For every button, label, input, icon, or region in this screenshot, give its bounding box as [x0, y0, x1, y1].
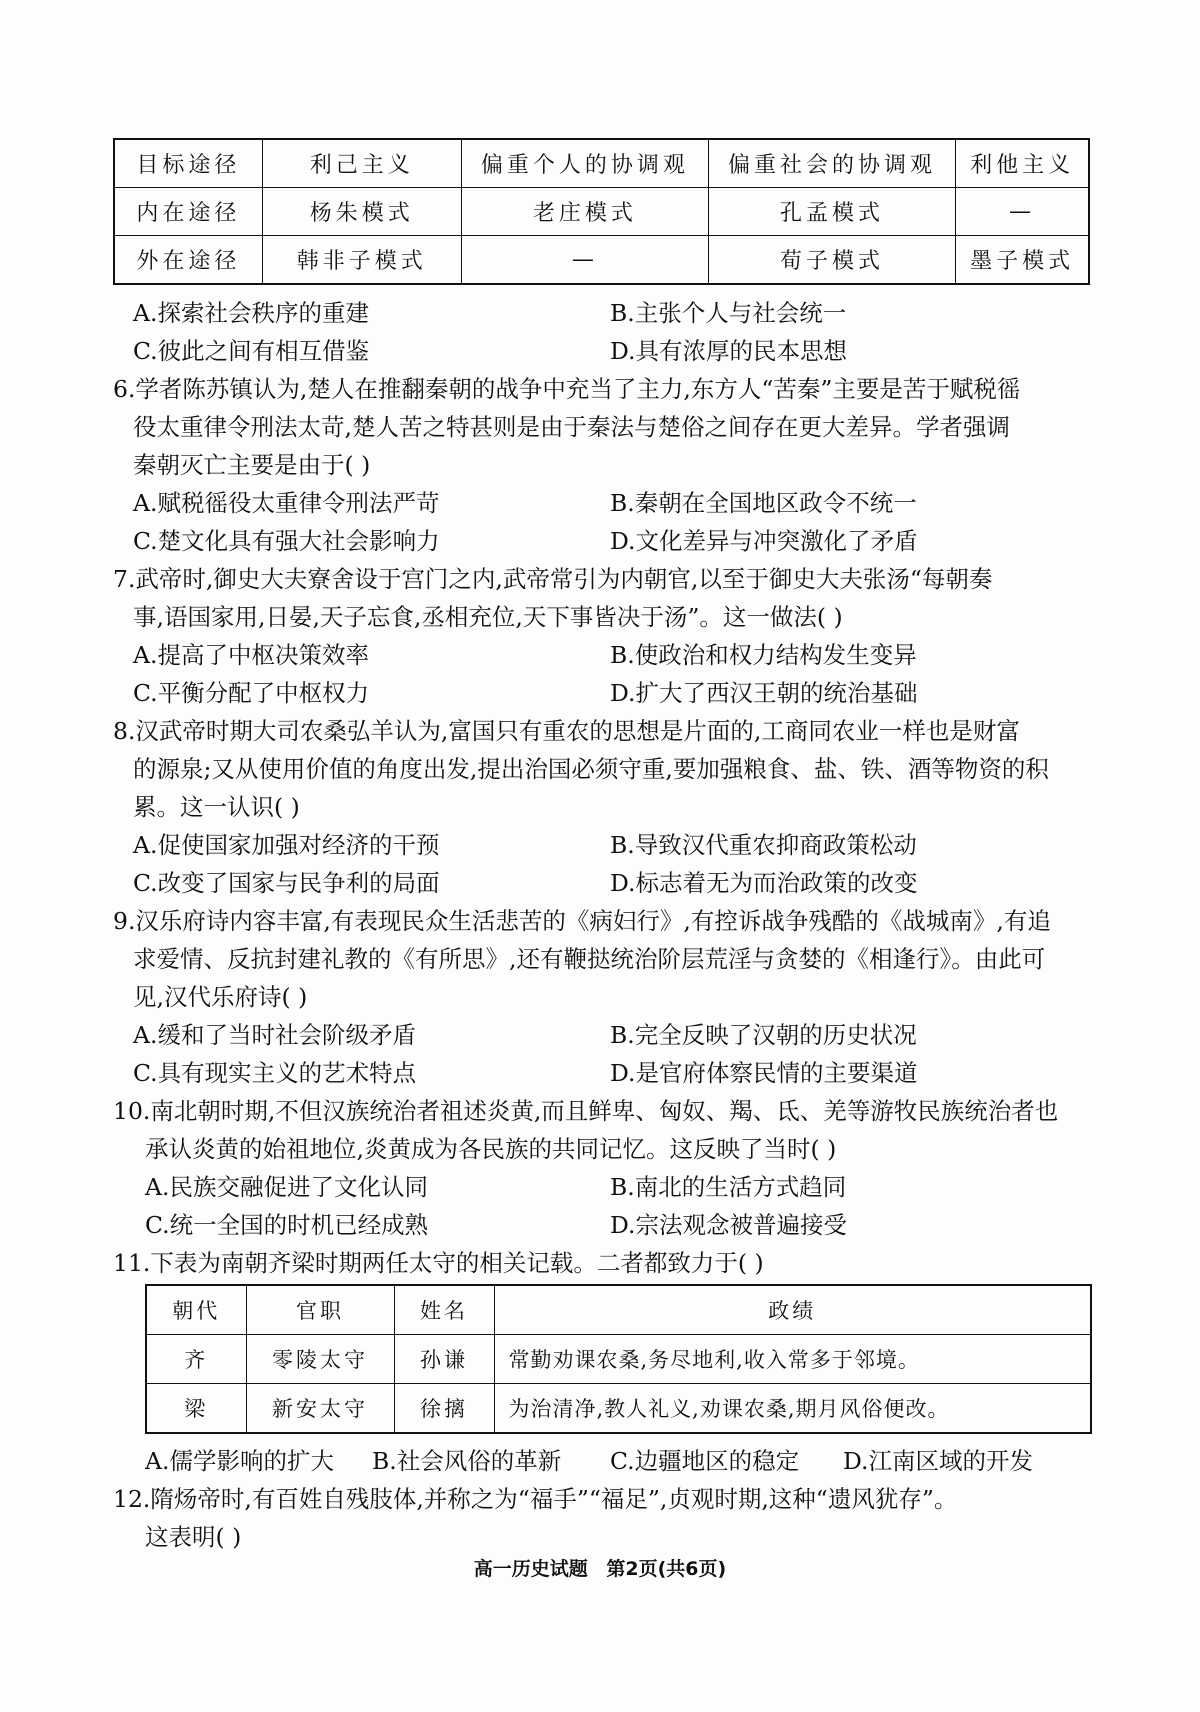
table-cell: 孔孟模式	[708, 188, 955, 236]
table-cell: 偏重个人的协调观	[461, 139, 708, 188]
table-cell: 老庄模式	[461, 188, 708, 236]
q12-stem-line: 这表明( )	[145, 1523, 242, 1551]
table-row	[114, 139, 1089, 188]
table-header-cell: 朝代	[146, 1285, 246, 1335]
table-cell: 荀子模式	[708, 236, 955, 285]
table-cell: 利他主义	[956, 139, 1089, 188]
footer-page-number: 第2页(共6页)	[606, 1558, 727, 1580]
q7-option-b[interactable]: B.使政治和权力结构发生变异	[610, 641, 917, 669]
table-cell: 孙谦	[394, 1335, 494, 1384]
q11-option-c[interactable]: C.边疆地区的稳定	[610, 1447, 800, 1475]
q9-option-a[interactable]: A.缓和了当时社会阶级矛盾	[133, 1021, 416, 1049]
q8-option-c[interactable]: C.改变了国家与民争利的局面	[133, 869, 440, 897]
q6-option-b[interactable]: B.秦朝在全国地区政令不统一	[610, 489, 917, 517]
table-cell: 零陵太守	[246, 1335, 394, 1384]
governors-table	[145, 1284, 1092, 1434]
table-row	[146, 1384, 1091, 1434]
table-cell: 齐	[146, 1335, 246, 1384]
table-header-row	[146, 1285, 1091, 1335]
q9-option-c[interactable]: C.具有现实主义的艺术特点	[133, 1059, 417, 1087]
q10-stem-line: 10.南北朝时期,不但汉族统治者祖述炎黄,而且鲜卑、匈奴、羯、氐、羌等游牧民族统治者也	[113, 1097, 1059, 1125]
table-row	[114, 188, 1089, 236]
table-header-cell: 政绩	[494, 1285, 1091, 1335]
q10-option-a[interactable]: A.民族交融促进了文化认同	[145, 1173, 428, 1201]
q12-stem-line: 12.隋炀帝时,有百姓自残肢体,并称之为“福手”“福足”,贞观时期,这种“遗风犹存”。	[113, 1485, 958, 1513]
q9-stem-line: 求爱情、反抗封建礼教的《有所思》,还有鞭挞统治阶层荒淫与贪婪的《相逢行》。由此可	[133, 945, 1046, 973]
table-cell: 新安太守	[246, 1384, 394, 1434]
q9-option-d[interactable]: D.是官府体察民情的主要渠道	[610, 1059, 918, 1087]
table-cell: 外在途径	[114, 236, 262, 285]
table-row	[146, 1335, 1091, 1384]
table-header-cell: 姓名	[394, 1285, 494, 1335]
q6-option-a[interactable]: A.赋税徭役太重律令刑法严苛	[133, 489, 440, 517]
table-cell: 内在途径	[114, 188, 262, 236]
q5-option-b[interactable]: B.主张个人与社会统一	[610, 299, 847, 327]
q6-stem-line: 役太重律令刑法太苛,楚人苦之特甚则是由于秦法与楚俗之间存在更大差异。学者强调	[133, 413, 1010, 441]
q7-option-c[interactable]: C.平衡分配了中枢权力	[133, 679, 370, 707]
table-cell: —	[461, 236, 708, 285]
q6-stem-line: 秦朝灭亡主要是由于( )	[133, 451, 371, 479]
table-row	[114, 236, 1089, 285]
q11-stem-line: 11.下表为南朝齐梁时期两任太守的相关记载。二者都致力于( )	[113, 1249, 764, 1277]
table-cell: 韩非子模式	[262, 236, 461, 285]
q5-option-d[interactable]: D.具有浓厚的民本思想	[610, 337, 847, 365]
q11-option-b[interactable]: B.社会风俗的革新	[372, 1447, 562, 1475]
table-cell: —	[956, 188, 1089, 236]
table-cell: 为治清净,教人礼义,劝课农桑,期月风俗便改。	[494, 1384, 1091, 1434]
q5-option-a[interactable]: A.探索社会秩序的重建	[133, 299, 369, 327]
table-cell: 杨朱模式	[262, 188, 461, 236]
q10-option-d[interactable]: D.宗法观念被普遍接受	[610, 1211, 847, 1239]
table-header-cell: 官职	[246, 1285, 394, 1335]
table-cell: 目标途径	[114, 139, 262, 188]
q11-option-d[interactable]: D.江南区域的开发	[843, 1447, 1033, 1475]
q10-option-b[interactable]: B.南北的生活方式趋同	[610, 1173, 847, 1201]
q7-option-a[interactable]: A.提高了中枢决策效率	[133, 641, 369, 669]
q10-option-c[interactable]: C.统一全国的时机已经成熟	[145, 1211, 429, 1239]
q6-stem-line: 6.学者陈苏镇认为,楚人在推翻秦朝的战争中充当了主力,东方人“苦秦”主要是苦于赋税徭	[113, 375, 1021, 403]
q5-option-c[interactable]: C.彼此之间有相互借鉴	[133, 337, 370, 365]
table-cell: 利己主义	[262, 139, 461, 188]
q8-stem-line: 8.汉武帝时期大司农桑弘羊认为,富国只有重农的思想是片面的,工商同农业一样也是财富	[113, 717, 1020, 745]
q9-option-b[interactable]: B.完全反映了汉朝的历史状况	[610, 1021, 917, 1049]
table-cell: 梁	[146, 1384, 246, 1434]
q8-stem-line: 累。这一认识( )	[133, 793, 300, 821]
q8-option-a[interactable]: A.促使国家加强对经济的干预	[133, 831, 440, 859]
q6-option-c[interactable]: C.楚文化具有强大社会影响力	[133, 527, 440, 555]
q11-option-a[interactable]: A.儒学影响的扩大	[145, 1447, 334, 1475]
page-footer	[0, 1554, 1200, 1581]
q8-option-b[interactable]: B.导致汉代重农抑商政策松动	[610, 831, 917, 859]
q9-stem-line: 9.汉乐府诗内容丰富,有表现民众生活悲苦的《病妇行》,有控诉战争残酷的《战城南》,有追	[113, 907, 1051, 935]
q10-stem-line: 承认炎黄的始祖地位,炎黄成为各民族的共同记忆。这反映了当时( )	[145, 1135, 837, 1163]
table-cell: 偏重社会的协调观	[708, 139, 955, 188]
q8-stem-line: 的源泉;又从使用价值的角度出发,提出治国必须守重,要加强粮食、盐、铁、酒等物资的积	[133, 755, 1049, 783]
table-cell: 徐摛	[394, 1384, 494, 1434]
table-cell: 常勤劝课农桑,务尽地利,收入常多于邻境。	[494, 1335, 1091, 1384]
footer-subject: 高一历史试题	[473, 1558, 588, 1580]
q6-option-d[interactable]: D.文化差异与冲突激化了矛盾	[610, 527, 918, 555]
q7-option-d[interactable]: D.扩大了西汉王朝的统治基础	[610, 679, 918, 707]
table-cell: 墨子模式	[956, 236, 1089, 285]
q7-stem-line: 事,语国家用,日晏,天子忘食,丞相充位,天下事皆决于汤”。这一做法( )	[133, 603, 843, 631]
q9-stem-line: 见,汉代乐府诗( )	[133, 983, 308, 1011]
paths-table	[113, 138, 1090, 285]
q8-option-d[interactable]: D.标志着无为而治政策的改变	[610, 869, 918, 897]
q7-stem-line: 7.武帝时,御史大夫寮舍设于宫门之内,武帝常引为内朝官,以至于御史大夫张汤“每朝奏	[113, 565, 993, 593]
